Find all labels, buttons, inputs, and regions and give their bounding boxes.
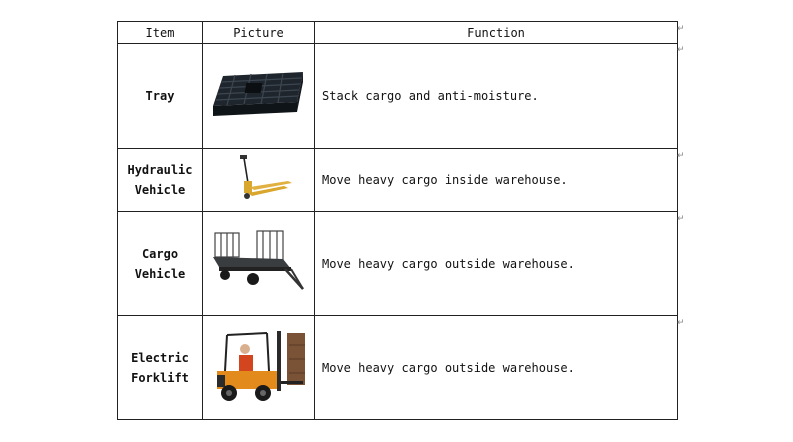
paragraph-mark: ↵: [677, 318, 685, 328]
item-cell: [118, 149, 203, 212]
item-name-line2: Forklift: [131, 370, 189, 385]
pallet-image: [211, 68, 307, 120]
item-cell: [118, 212, 203, 316]
cargo-cart-image: [211, 229, 307, 295]
item-name-line2: Vehicle: [134, 183, 186, 197]
table-row: [118, 149, 678, 212]
table-row: [118, 316, 678, 420]
paragraph-mark: ↵: [677, 24, 685, 34]
header-row: [118, 22, 678, 44]
pallet-jack-image: [224, 153, 294, 203]
header-picture: Picture: [203, 22, 315, 44]
paragraph-mark: ↵: [677, 45, 685, 55]
item-name-line1: Tray: [145, 89, 175, 103]
item-name-line1: Cargo: [141, 246, 179, 261]
forklift-image: [211, 325, 307, 407]
paragraph-mark: ↵: [677, 214, 685, 224]
item-cell: [118, 316, 203, 420]
function-cell: Move heavy cargo outside warehouse.: [315, 212, 678, 316]
item-name-line1: Electric: [131, 350, 189, 365]
picture-cell: [203, 212, 315, 316]
picture-cell: [203, 316, 315, 420]
function-cell: Move heavy cargo outside warehouse.: [315, 316, 678, 420]
picture-cell: [203, 149, 315, 212]
item-name-line1: Hydraulic: [127, 163, 193, 177]
item-name-line2: Vehicle: [134, 266, 186, 281]
items-table: [117, 21, 678, 420]
table-row: [118, 44, 678, 149]
function-cell: Stack cargo and anti-moisture.: [315, 44, 678, 149]
picture-cell: [203, 44, 315, 149]
function-cell: Move heavy cargo inside warehouse.: [315, 149, 678, 212]
item-cell: [118, 44, 203, 149]
header-function: Function: [315, 22, 678, 44]
table-row: [118, 212, 678, 316]
paragraph-mark: ↵: [677, 151, 685, 161]
header-item: Item: [118, 22, 203, 44]
